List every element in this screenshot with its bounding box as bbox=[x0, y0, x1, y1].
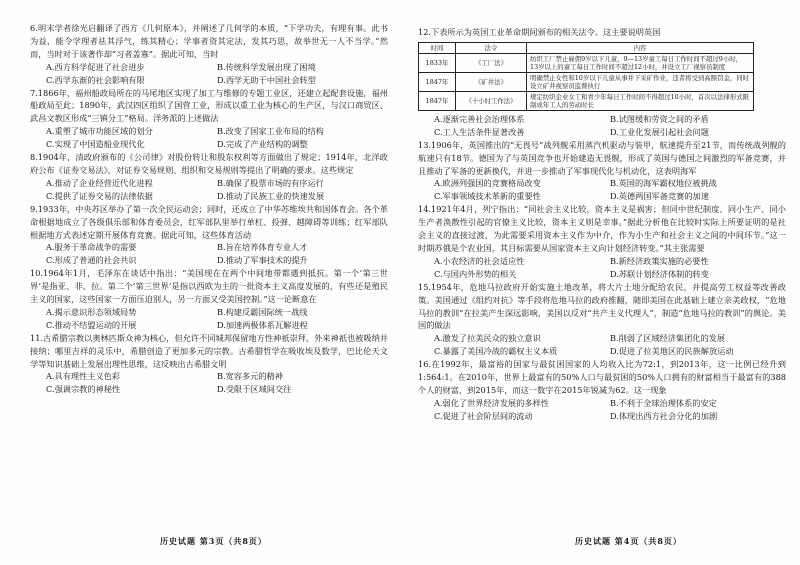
row-law: 《十小时工作法》 bbox=[456, 91, 527, 110]
question-stem: 16.在1992年，最富裕的国家与最贫困国家的人均收入比为72:1，到2013年，这一比例已经升到1:564:1。在2010年，世界上最富有的50%人口与最贫困的50%人口拥有的财富相当于最富有的388个人的财富，到2015年，而这一数字在2015年锐减为62。这一现象 bbox=[418, 359, 786, 395]
row-law: 《矿井法》 bbox=[456, 72, 527, 91]
answer-option: D.加速两极体系瓦解进程 bbox=[217, 319, 308, 330]
page-footer-left: 历史试题 第3页（共8页） bbox=[160, 536, 267, 546]
right-page bbox=[400, 0, 800, 565]
left-questions bbox=[30, 22, 388, 396]
question-stem: 11.古希腊宗教以奥林匹斯众神为核心，但允许不同城邦保留地方性神祇崇拜，外来神祇也被吸纳并接纳；哪里吉祥的灵乐中，希腊创造了更加多元的宗教。古希腊哲学在吸收埃及数学，巴比伦天文学等知识基础上发展出理性思维，这反映出古希腊文明 bbox=[30, 332, 388, 369]
right-questions bbox=[418, 139, 786, 423]
answer-option: B.宽容多元的精神 bbox=[217, 371, 283, 382]
option-a: A.逐渐完善社会治理体系 bbox=[434, 113, 525, 124]
answer-option: C.强调宗教的神秘性 bbox=[46, 384, 121, 395]
answer-option: B.改变了国家工业布局的结构 bbox=[217, 126, 324, 137]
header-content: 内容 bbox=[527, 42, 754, 53]
question-options bbox=[30, 61, 388, 87]
answer-option: D.推动了军事技术的提升 bbox=[217, 255, 308, 266]
question-options bbox=[418, 177, 786, 203]
answer-option: C.西学东渐的社会影响有限 bbox=[46, 74, 145, 85]
answer-option: B.构建反霸国际统一战线 bbox=[217, 306, 308, 317]
answer-option: D.苏联计划经济体制的转变 bbox=[610, 268, 709, 279]
answer-option: B.不利于全球治理体系的安定 bbox=[610, 397, 717, 408]
answer-option: B.英国的海军霸权地位被挑战 bbox=[610, 178, 717, 189]
table-row bbox=[419, 91, 754, 110]
answer-option: D.完成了产业结构的调整 bbox=[217, 139, 308, 150]
answer-option: B.传统科学发展出现了困境 bbox=[217, 61, 316, 72]
question-stem: 7.1866年，福州船政局所在的马尾地区实现了加工与维修的专题工业区，还建立起配套设施，福州船政局至此；1890年，武汉四区组织了国营工业，形成以重工业为核心的生产区，与汉口商贸区、武昌文教区形成“三镇分工”格局。洋务派的上述做法 bbox=[30, 87, 388, 124]
answer-option: A.西方科学促进了社会进步 bbox=[46, 61, 145, 72]
question-options bbox=[418, 255, 786, 281]
answer-option: A.推动了企业经营近代化进程 bbox=[46, 177, 153, 188]
header-year: 时间 bbox=[419, 42, 456, 53]
answer-option: B.确保了股票市场的有序运行 bbox=[217, 177, 324, 188]
question-stem: 8.1904年，清政府颁布的《公司律》对股份转让和股东权利等方面做出了规定；1914年，北洋政府公布《证券交易法》，对证券交易规则、组织和交易规则等提出了明确的要求。这些规定 bbox=[30, 152, 388, 175]
answer-option: D.英德两国军备竞赛的加速 bbox=[610, 191, 709, 202]
answer-option: D.受限于区域间交往 bbox=[217, 384, 292, 395]
row-year: 1847年 bbox=[419, 72, 456, 91]
answer-option: D.促进了拉美地区的民族解放运动 bbox=[610, 346, 734, 357]
question-12-stem: 12.下表所示为英国工业革命期间颁布的相关法令。这主要说明英国 bbox=[418, 27, 661, 37]
question-stem: 10.1964年1月，毛泽东在谈话中指出：“美国现在在两个中间地带都遇到抵抗。第一个‘第三世界’是指亚、非、拉。第二个‘第三世界’是指以西欧为主的一批资本主义高度发展的，有些还是殖民主义的国家，这些国家一方面压迫别人，另一方面又受美国控制。”这一论断意在 bbox=[30, 268, 388, 305]
answer-option: D.推动了民族工业的快速发展 bbox=[217, 190, 325, 201]
answer-option: B.旨在培养体育专业人才 bbox=[217, 242, 308, 253]
answer-option: C.实现了中国造船业现代化 bbox=[46, 139, 145, 150]
law-table bbox=[418, 42, 754, 111]
answer-option: C.暴露了美国冷战的霸权主义本质 bbox=[434, 346, 558, 357]
question-options bbox=[30, 125, 388, 151]
question-options bbox=[30, 241, 388, 267]
answer-option: A.重塑了城市功能区域的划分 bbox=[46, 126, 153, 137]
answer-option: A.服务于革命战争的需要 bbox=[46, 242, 137, 253]
answer-option: A.欧洲列强国的竞赛格局改变 bbox=[434, 178, 541, 189]
answer-option: A.弱化了世界经济发展的多样性 bbox=[434, 397, 549, 408]
answer-option: D.体现出西方社会分化的加剧 bbox=[610, 410, 718, 421]
row-year: 1833年 bbox=[419, 53, 456, 72]
answer-option: C.推动不结盟运动的开展 bbox=[46, 319, 137, 330]
question-stem: 14.1921年4月，列宁指出：“同社会主义比较，资本主义是祸害；但同中世纪制度、同小生产、同小生产者涣散性引起的官僚主义比较，资本主义则是幸事。”据此分析他在比较时实际上所要证明的是社会主义的直接过渡，为此需要采用资本主义作为中介，作为小生产和社会主义之间的中间环节。”这一时期苏俄是个农业国，其目标需要从国家资本主义向计划经济转变。”其主张需要 bbox=[418, 204, 786, 253]
question-options bbox=[418, 332, 786, 358]
law-table-header bbox=[419, 42, 754, 53]
answer-option: A.激发了拉美民众的独立意识 bbox=[434, 333, 541, 344]
answer-option: C.形成了普通的社会共识 bbox=[46, 255, 137, 266]
answer-option: C.促进了社会阶层间的流动 bbox=[434, 410, 533, 421]
question-stem: 13.1906年，英国推出的“无畏号”战列舰采用蒸汽机驱动与装甲，航速提升至21节，而传统战列舰的航速只有18节。德国为了与英国竞争也开始建造无畏舰，形成了英国与德国之间激烈的军备竞赛，并且推动了军备的更新换代，并进一步推动了军事现代化与机动化，这表明海军 bbox=[418, 139, 786, 176]
question-options bbox=[30, 370, 388, 396]
question-stem: 9.1933年，中央苏区举办了第一次全民运动会；同时，还成立了中华苏维埃共和国体育会。各个革命根据地成立了各级俱乐部和体育委员会，红军部队里举行单杠、投弹、越障碍等训练；红军部队根据地方式表述定期开展体育竞赛。据此可知，这些体育活动 bbox=[30, 203, 388, 240]
option-b: B.试图缓和劳资之间的矛盾 bbox=[610, 113, 709, 124]
answer-option: A.具有理性主义色彩 bbox=[46, 371, 121, 382]
row-year: 1847年 bbox=[419, 91, 456, 110]
row-content: 规定纺织企业女工和青少年每日工作时间不得超过10小时，首次以法律形式限制成年工人的劳动时长 bbox=[527, 91, 754, 110]
question-12-options bbox=[418, 113, 786, 139]
question-options bbox=[418, 397, 786, 423]
answer-option: A.揭示意识形态领域局势 bbox=[46, 306, 137, 317]
row-content: 纺织工厂禁止雇佣9岁以下儿童，9—13岁童工每日工作时间不超过9小时，13岁以上的童工每日工作时间不超过12小时，并设立工厂视察员制度 bbox=[527, 53, 754, 72]
option-d: D.工业化发展引起社会问题 bbox=[610, 126, 709, 137]
header-law: 法令 bbox=[456, 42, 527, 53]
answer-option: A.小农经济的社会适应性 bbox=[434, 255, 525, 266]
answer-option: B.新经济政策实施的必要性 bbox=[610, 255, 709, 266]
answer-option: B.削弱了区域经济集团化的发展 bbox=[610, 333, 726, 344]
answer-option: C.提供了证券交易的法律依据 bbox=[46, 190, 153, 201]
answer-option: C.与国内外形势的相关 bbox=[434, 268, 517, 279]
row-law: 《工厂法》 bbox=[456, 53, 527, 72]
option-c: C.工人生活条件显著改善 bbox=[434, 126, 525, 137]
table-row bbox=[419, 72, 754, 91]
page-footer-right: 历史试题 第4页（共8页） bbox=[575, 536, 682, 546]
row-content: 明确禁止女性和10岁以下儿童从事井下采矿作业，违者将受到高额罚金，同时设立矿井视察员监督执行 bbox=[527, 72, 754, 91]
answer-option: C.军事领域技术革新的重要性 bbox=[434, 191, 541, 202]
question-stem: 6.明末学者徐光启翻译了西方《几何原本》，并阐述了几何学的本质，“下学功夫，有理有事。此书为益，能令学理者祛其浮气，练其精心；学事者资其定法，发其巧思，故举世无一人不当学。”然而，当时对于该著作却“习者盖寡”。据此可知，当时 bbox=[30, 23, 388, 59]
table-row bbox=[419, 53, 754, 72]
question-options bbox=[30, 306, 388, 332]
question-options bbox=[30, 177, 388, 203]
question-stem: 15.1954年，危地马拉政府开始实施土地改革，将大片土地分配给农民，并提高劳工权益等改善政策。美国通过《组约对抗》等手段将危地马拉的政府推翻，随即美国在此基础上建立亲美政权，“危地马拉的教训”在拉美产生深远影响，美国以反对“共产主义代理人”，制造“危地马拉的教训”的舆论。美国的做法 bbox=[418, 281, 786, 331]
answer-option: D.西学无助于中国社会转型 bbox=[217, 74, 316, 85]
